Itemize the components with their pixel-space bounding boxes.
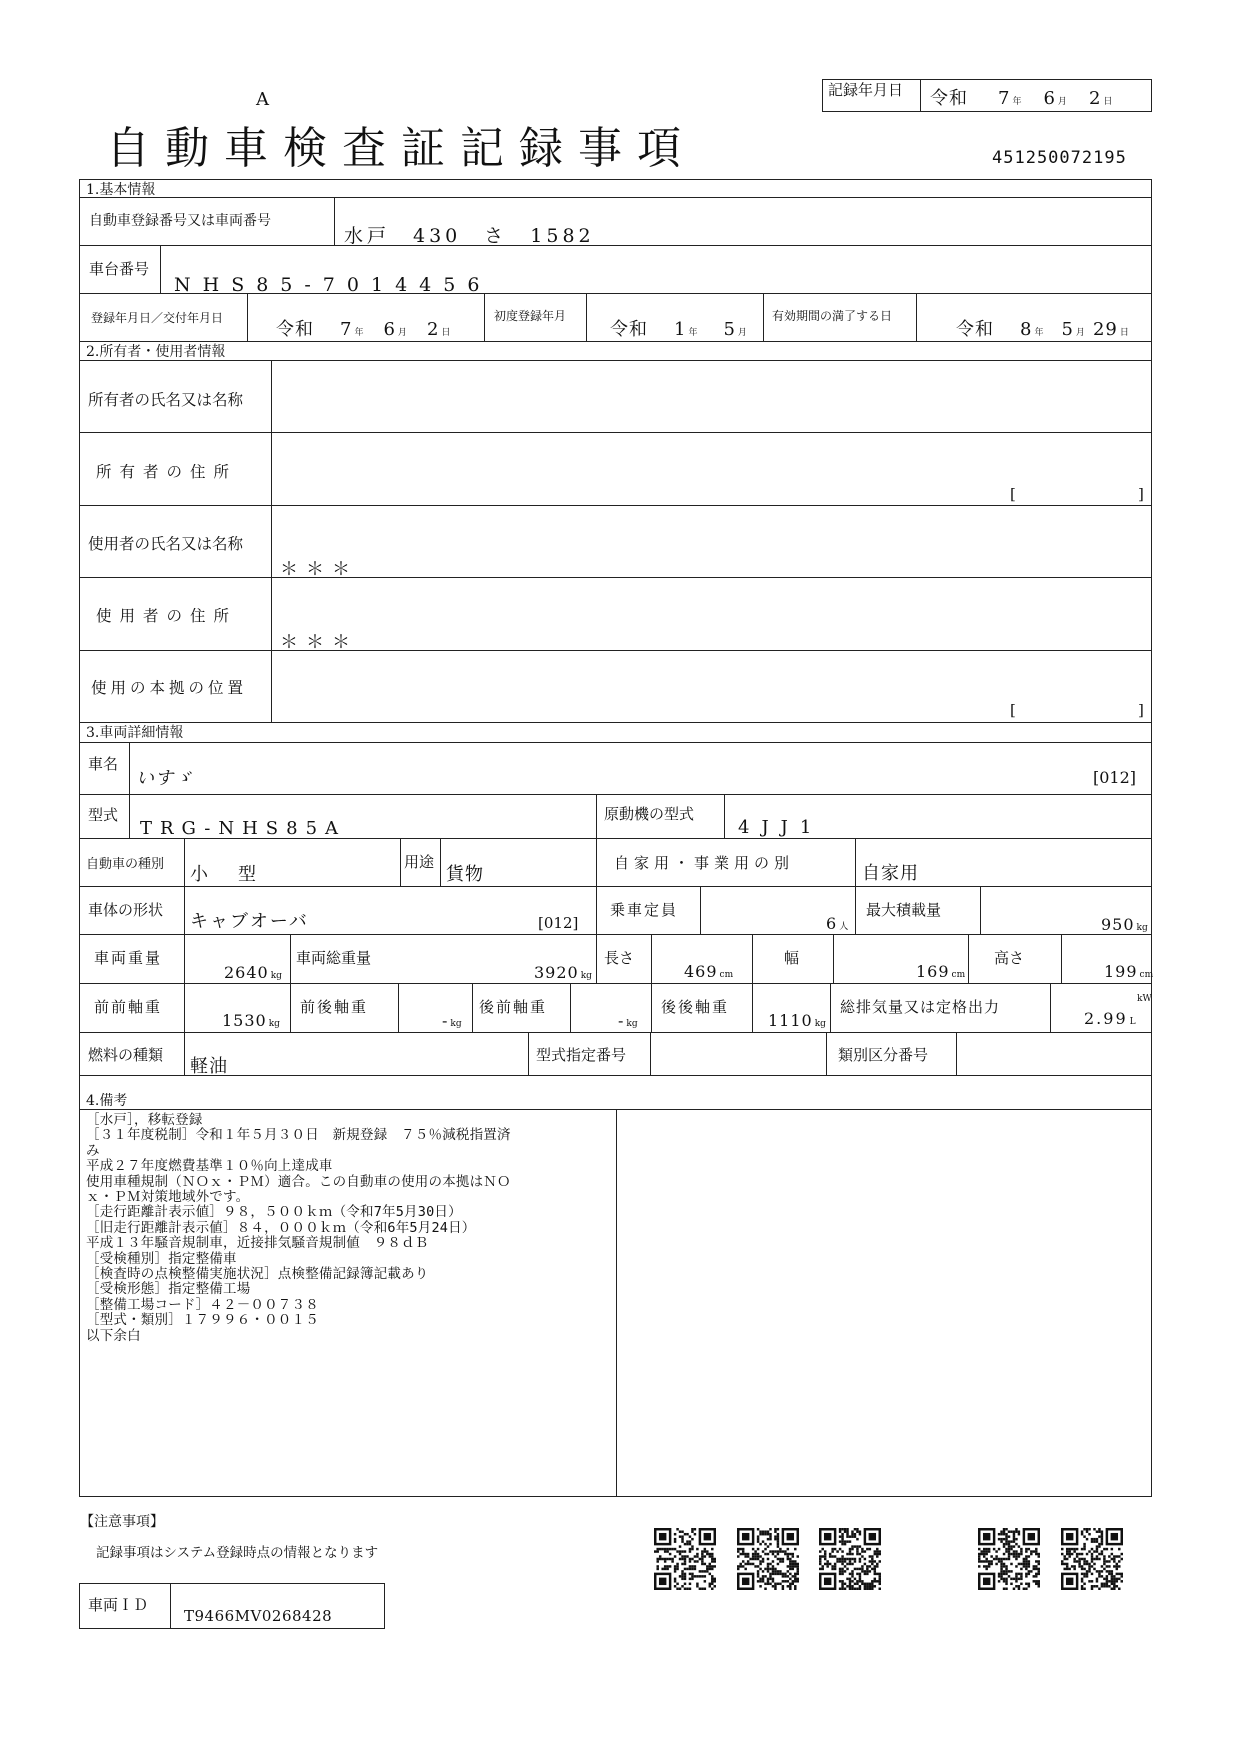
make-code: [012]	[1093, 768, 1137, 787]
remarks-line: ［旧走行距離計表示値］８４，０００ｋｍ（令和6年5月24日）	[86, 1219, 476, 1236]
base-location-bracket-close: ]	[1138, 701, 1144, 719]
record-date: 令和 7 年 6 月 2 日	[930, 88, 1113, 109]
engine-model-label: 原動機の型式	[604, 805, 695, 823]
remarks-line: み	[86, 1142, 100, 1159]
max-load-value: 950 kg	[1101, 915, 1148, 934]
chassis-number: NHS85-7014456	[174, 274, 492, 296]
body-shape-code: [012]	[538, 914, 579, 932]
engine-model-value: 4JJ1	[738, 817, 824, 838]
remarks-line: ［３１年度税制］令和１年５月３０日 新規登録 ７５％減税指置済	[86, 1127, 511, 1144]
length-label: 長さ	[604, 949, 635, 967]
qr-code-icon	[1061, 1528, 1123, 1590]
owner-name-label: 所有者の氏名又は名称	[88, 391, 244, 409]
base-location-label: 使用の本拠の位置	[91, 679, 248, 697]
max-load-label: 最大積載量	[866, 901, 942, 919]
chassis-number-label: 車台番号	[89, 260, 150, 278]
first-registration-date: 令和 1 年 5 月	[610, 319, 747, 340]
vehicle-type-label: 自動車の種別	[86, 857, 165, 872]
section-basic-info: 1.基本情報	[86, 182, 156, 198]
user-name: ＊＊＊	[280, 559, 358, 580]
qr-code-icon	[737, 1528, 799, 1590]
make-value: いすゞ	[136, 768, 193, 789]
model-value: TRG-NHS85A	[140, 818, 347, 839]
use-label: 用途	[404, 853, 435, 871]
document-number: 451250072195	[992, 148, 1127, 168]
remarks-line: 以下余白	[86, 1327, 141, 1344]
vehicle-weight-label: 車両重量	[94, 949, 163, 967]
front-rear-axle-label: 前後軸重	[300, 998, 369, 1016]
expiry-date-label: 有効期間の満了する日	[772, 309, 893, 323]
front-front-axle-label: 前前軸重	[94, 998, 163, 1016]
make-label: 車名	[88, 755, 119, 773]
displacement-unit-kw: kW	[1137, 994, 1152, 1004]
gross-weight-value: 3920 kg	[534, 963, 592, 982]
section-remarks: 4.備考	[86, 1093, 128, 1109]
remarks-line: ［型式・類別］１７９９６・００１５	[86, 1312, 319, 1329]
expiry-date: 令和 8 年 5 月 29 日	[956, 319, 1129, 340]
user-name-label: 使用者の氏名又は名称	[88, 535, 244, 553]
owner-address-bracket-open: [	[1010, 485, 1016, 503]
first-registration-label: 初度登録年月	[494, 309, 567, 323]
remarks-line: ｘ・ＰＭ対策地域外です。	[86, 1189, 250, 1206]
remarks-line: 使用車種規制（ＮＯｘ・ＰＭ）適合。この自動車の使用の本拠はＮＯ	[86, 1173, 511, 1190]
body-shape-label: 車体の形状	[88, 901, 164, 919]
remarks-line: 平成２７年度燃費基準１０％向上達成車	[86, 1158, 333, 1175]
page-title: 自動車検査証記録事項	[106, 123, 696, 174]
use-value: 貨物	[446, 864, 484, 885]
gross-weight-label: 車両総重量	[296, 949, 372, 967]
remarks-line: ［受検種別］指定整備車	[86, 1250, 237, 1267]
user-address: ＊＊＊	[280, 632, 358, 653]
user-address-label: 使用者の住所	[96, 607, 238, 625]
body-shape-value: キャブオーバ	[190, 911, 309, 932]
remarks-text	[86, 1113, 511, 1344]
section-vehicle-details: 3.車両詳細情報	[86, 725, 184, 741]
height-label: 高さ	[994, 949, 1025, 967]
registration-number: 水戸 430 さ 1582	[344, 225, 595, 247]
vehicle-type-value: 小 型	[190, 864, 262, 885]
remarks-line: ［水戸］，移転登録	[86, 1112, 203, 1128]
category-number-label: 類別区分番号	[838, 1046, 929, 1064]
capacity-label: 乗車定員	[610, 901, 679, 919]
vehicle-id-label: 車両ＩＤ	[88, 1596, 149, 1614]
registration-date: 令和 7 年 6 月 2 日	[276, 319, 451, 340]
rear-front-axle-value: - kg	[618, 1011, 638, 1030]
displacement-label: 総排気量又は定格出力	[840, 998, 1001, 1016]
rear-rear-axle-label: 後後軸重	[661, 998, 730, 1016]
registration-number-label: 自動車登録番号又は車両番号	[89, 213, 271, 229]
qr-code-icon	[978, 1528, 1040, 1590]
remarks-line: ［整備工場コード］４２－００７３８	[86, 1296, 319, 1313]
height-value: 199 cm	[1104, 962, 1154, 981]
record-date-label: 記録年月日	[828, 81, 904, 99]
width-label: 幅	[784, 949, 800, 967]
designation-number-label: 型式指定番号	[536, 1046, 627, 1064]
rear-front-axle-label: 後前軸重	[479, 998, 548, 1016]
private-business-value: 自家用	[862, 863, 919, 884]
rear-rear-axle-value: 1110 kg	[768, 1011, 826, 1030]
vehicle-id-value: T9466MV0268428	[184, 1607, 333, 1625]
owner-address-bracket-close: ]	[1138, 485, 1144, 503]
remarks-line: ［走行距離計表示値］９８，５００ｋｍ（令和7年5月30日）	[86, 1204, 462, 1221]
fuel-type-label: 燃料の種類	[88, 1046, 164, 1064]
width-value: 169 cm	[916, 962, 966, 981]
capacity-value: 6 人	[826, 914, 849, 933]
displacement-value: 2.99 L	[1084, 1009, 1136, 1028]
private-business-label: 自家用・事業用の別	[614, 854, 795, 872]
remarks-line: 平成１３年騒音規制車，近接排気騒音規制値 ９８ｄＢ	[86, 1235, 429, 1252]
vehicle-weight-value: 2640 kg	[224, 963, 282, 982]
notice-title: 【注意事項】	[80, 1514, 164, 1530]
remarks-line: ［受検形態］指定整備工場	[86, 1281, 251, 1298]
length-value: 469 cm	[684, 962, 734, 981]
registration-date-label: 登録年月日／交付年月日	[91, 311, 224, 325]
owner-address-label: 所有者の住所	[96, 463, 238, 481]
front-front-axle-value: 1530 kg	[222, 1011, 280, 1030]
front-rear-axle-value: - kg	[442, 1011, 462, 1030]
model-label: 型式	[88, 806, 119, 824]
section-owner-info: 2.所有者・使用者情報	[86, 344, 226, 360]
fuel-type-value: 軽油	[190, 1056, 228, 1077]
base-location-bracket-open: [	[1010, 701, 1016, 719]
qr-code-icon	[819, 1528, 881, 1590]
notice-text: 記録事項はシステム登録時点の情報となります	[96, 1545, 379, 1561]
form-code: A	[256, 89, 269, 110]
remarks-line: ［検査時の点検整備実施状況］点検整備記録簿記載あり	[86, 1266, 429, 1283]
qr-code-icon	[654, 1528, 716, 1590]
